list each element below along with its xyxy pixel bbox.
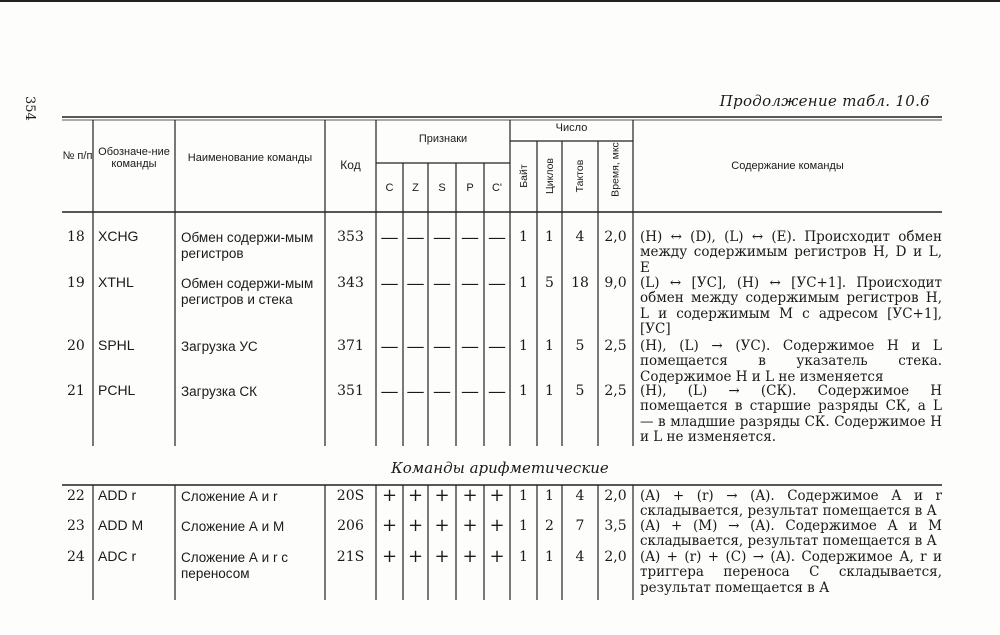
row-flag-z: — <box>406 336 425 357</box>
row-tacts: 18 <box>571 275 589 291</box>
row-name: Загрузка УС <box>181 339 258 354</box>
row-no: 18 <box>67 229 85 245</box>
row-cycles: 1 <box>545 229 554 245</box>
header-tacts: Тактов <box>574 159 586 193</box>
row-flag-c-prime: — <box>488 273 506 294</box>
row-no: 20 <box>67 338 85 354</box>
header-code: Код <box>340 158 361 172</box>
row-description: (A) + (M) → (A). Содержимое А и М складывается, результат помещается в А <box>640 518 942 550</box>
row-flag-c-prime: — <box>488 336 506 357</box>
row-no: 21 <box>67 383 85 399</box>
row-name: Сложение А и М <box>181 519 285 534</box>
row-flag-c-prime: + <box>489 485 505 506</box>
row-bytes: 1 <box>519 549 528 565</box>
row-name: Обмен содержи-мым регистров и стека <box>181 276 314 307</box>
row-code: 371 <box>337 338 364 354</box>
row-code: 206 <box>337 518 364 534</box>
row-description: (H), (L) → (УС). Содержимое H и L помещается в указатель стека. Содержимое H и L не изменяется <box>640 338 942 385</box>
row-cycles: 1 <box>545 549 554 565</box>
row-flag-c: + <box>381 546 398 567</box>
row-tacts: 4 <box>575 488 585 504</box>
row-name: Загрузка СК <box>181 384 257 399</box>
header-name: Наименование команды <box>187 152 313 164</box>
row-flag-p: + <box>462 485 478 506</box>
row-flag-z: — <box>406 273 425 294</box>
header-flag-s: S <box>438 182 446 194</box>
row-bytes: 1 <box>519 383 528 399</box>
section-title: Команды арифметические <box>391 459 609 477</box>
row-tacts: 5 <box>575 383 585 399</box>
row-flag-c: — <box>380 336 399 357</box>
row-bytes: 1 <box>519 275 528 291</box>
row-flag-p: — <box>461 273 479 294</box>
row-flag-z: + <box>407 485 424 506</box>
row-flag-c: — <box>380 227 399 248</box>
row-flag-s: + <box>434 485 450 506</box>
row-cycles: 2 <box>545 518 554 534</box>
row-time: 2,0 <box>604 488 627 504</box>
row-flag-c: + <box>381 515 398 536</box>
header-content: Содержание команды <box>731 160 844 172</box>
row-bytes: 1 <box>519 338 528 354</box>
row-code: 353 <box>337 229 364 245</box>
row-bytes: 1 <box>519 488 528 504</box>
row-no: 23 <box>67 518 85 534</box>
row-flag-z: — <box>406 227 425 248</box>
row-description: (H), (L) → (СК). Содержимое H помещается в старшие разряды СК, а L — в младшие разряды СК. Содержимое H и L не изменяется. <box>640 383 942 446</box>
row-code: 20S <box>336 488 365 504</box>
row-cycles: 1 <box>545 338 554 354</box>
row-no: 24 <box>67 549 85 565</box>
row-flag-z: + <box>407 515 424 536</box>
row-tacts: 7 <box>575 518 585 534</box>
row-flag-z: + <box>407 546 424 567</box>
row-flag-c-prime: — <box>488 227 506 248</box>
row-flag-p: + <box>462 515 478 536</box>
header-no: № п/п <box>62 150 93 162</box>
row-description: (A) + (r) → (A). Содержимое А и r складывается, результат помещается в А <box>640 488 942 520</box>
row-time: 9,0 <box>604 275 627 291</box>
row-mnemonic: XTHL <box>98 274 134 290</box>
row-description: (L) ↔ [УС], (H) ↔ [УС+1]. Происходит обмен между содержимым регистров H, L и содержимым М с адресом [УС+1], [УС] <box>640 275 942 338</box>
row-flag-z: — <box>406 381 425 402</box>
row-code: 343 <box>337 275 364 291</box>
row-code: 351 <box>337 383 364 399</box>
header-flags-group: Признаки <box>418 133 468 145</box>
row-cycles: 5 <box>545 275 554 291</box>
row-flag-p: — <box>461 336 479 357</box>
row-name: Сложение А и r <box>181 489 278 504</box>
row-flag-c-prime: — <box>488 381 506 402</box>
row-cycles: 1 <box>545 383 554 399</box>
row-description: (H) ↔ (D), (L) ↔ (E). Происходит обмен между содержимым регистров H, D и L, E <box>640 229 942 276</box>
row-name: Сложение А и r с переносом <box>181 550 288 581</box>
row-description: (A) + (r) + (C) → (A). Содержимое А, r и триггера переноса С складывается, результат помещается в А <box>640 549 942 596</box>
row-flag-s: — <box>433 227 451 248</box>
row-flag-s: — <box>433 336 451 357</box>
row-bytes: 1 <box>519 229 528 245</box>
row-mnemonic: ADC r <box>98 548 137 564</box>
table-caption: Продолжение табл. 10.6 <box>719 92 930 110</box>
row-flag-c: + <box>381 485 398 506</box>
header-flag-p: P <box>466 182 474 194</box>
row-name: Обмен содержи-мым регистров <box>181 230 314 261</box>
row-mnemonic: ADD M <box>98 517 144 533</box>
row-flag-p: — <box>461 381 479 402</box>
row-tacts: 4 <box>575 549 585 565</box>
header-flag-z: Z <box>412 182 419 194</box>
row-flag-c: — <box>380 273 399 294</box>
row-flag-p: — <box>461 227 479 248</box>
row-bytes: 1 <box>519 518 528 534</box>
row-flag-c-prime: + <box>489 546 505 567</box>
header-count-group: Число <box>555 122 588 134</box>
row-time: 2,0 <box>604 549 627 565</box>
row-flag-p: + <box>462 546 478 567</box>
row-tacts: 4 <box>575 229 585 245</box>
page-number: 354 <box>22 96 37 121</box>
row-tacts: 5 <box>575 338 585 354</box>
row-time: 3,5 <box>604 518 627 534</box>
row-flag-s: — <box>433 273 451 294</box>
header-cycles: Циклов <box>544 158 556 195</box>
row-flag-c: — <box>380 381 399 402</box>
header-flag-c: C <box>385 182 394 194</box>
row-code: 21S <box>336 549 365 565</box>
row-flag-s: + <box>434 515 450 536</box>
row-flag-s: — <box>433 381 451 402</box>
row-time: 2,5 <box>604 383 627 399</box>
header-flag-c-prime: C' <box>491 182 503 194</box>
row-no: 22 <box>67 488 85 504</box>
header-mnemonic: Обозначе-ние команды <box>98 146 170 170</box>
row-time: 2,5 <box>604 338 627 354</box>
header-bytes: Байт <box>518 164 530 188</box>
row-no: 19 <box>67 275 85 291</box>
row-mnemonic: ADD r <box>98 487 137 503</box>
row-flag-s: + <box>434 546 450 567</box>
row-mnemonic: PCHL <box>98 382 136 398</box>
row-flag-c-prime: + <box>489 515 505 536</box>
header-time: Время, мкс <box>609 142 622 197</box>
row-cycles: 1 <box>545 488 554 504</box>
row-time: 2,0 <box>604 229 627 245</box>
row-mnemonic: SPHL <box>98 337 135 353</box>
row-mnemonic: XCHG <box>98 228 139 244</box>
